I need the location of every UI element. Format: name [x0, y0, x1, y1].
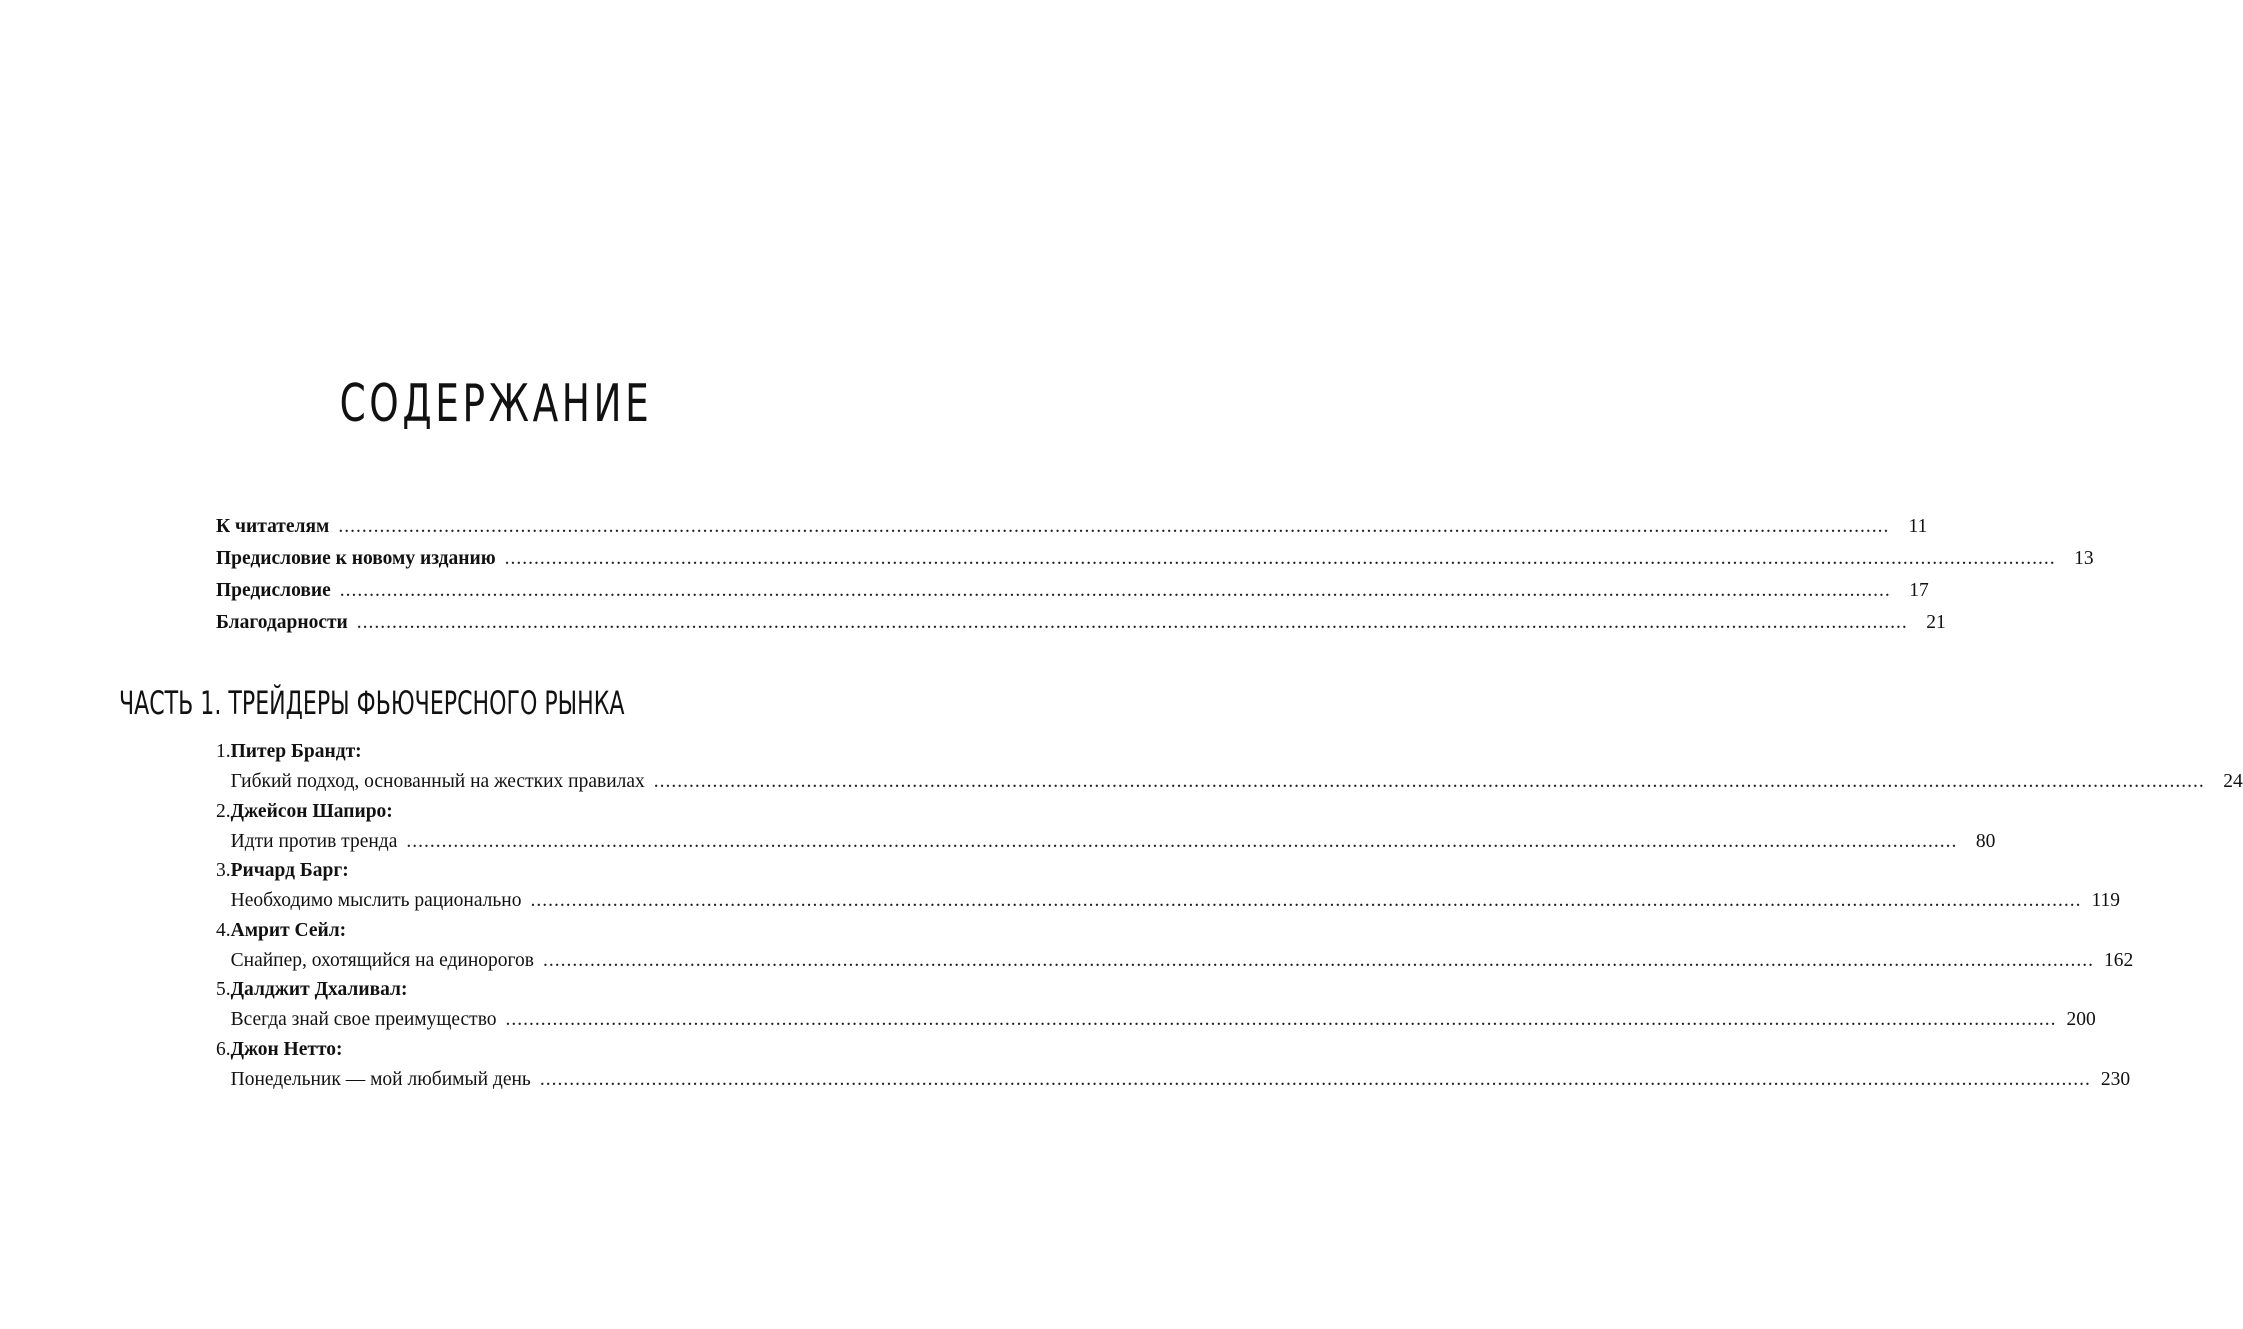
part-heading: ЧАСТЬ 1. ТРЕЙДЕРЫ ФЬЮЧЕРСНОГО РЫНКА — [119, 684, 625, 722]
chapter-number: 2. — [216, 800, 231, 822]
chapter-entry[interactable] — [216, 797, 1996, 857]
dot-leader — [340, 575, 1891, 607]
chapter-entry[interactable] — [216, 737, 2243, 797]
dot-leader — [506, 1005, 2057, 1035]
toc-entry[interactable] — [216, 543, 2094, 575]
toc-entry-label: Предисловие — [216, 580, 331, 601]
chapter-page: 24 — [2223, 771, 2243, 792]
chapter-number: 1. — [216, 741, 231, 762]
chapter-list — [216, 737, 2243, 1094]
chapter-title: Гибкий подход, основанный на жестких правилах — [230, 771, 645, 792]
chapter-author: Джон Нетто: — [230, 1038, 343, 1060]
toc-entry-page: 21 — [1926, 612, 1946, 633]
dot-leader — [540, 1065, 2091, 1095]
chapter-title: Снайпер, охотящийся на единорогов — [230, 949, 535, 971]
toc-entry[interactable] — [216, 607, 1946, 639]
dot-leader — [357, 607, 1908, 639]
chapter-title: Идти против тренда — [230, 830, 398, 852]
chapter-page: 80 — [1975, 830, 1996, 852]
chapter-number: 5. — [216, 979, 231, 1000]
dot-leader — [338, 511, 1889, 543]
toc-entry-label: Предисловие к новому изданию — [216, 548, 496, 569]
toc-entry[interactable] — [216, 575, 1929, 607]
toc-entry[interactable] — [216, 511, 1928, 543]
chapter-entry[interactable] — [216, 975, 2096, 1035]
toc-entry-page: 17 — [1909, 580, 1929, 601]
chapter-author: Далджит Дхаливал: — [230, 979, 408, 1000]
chapter-page: 230 — [2100, 1068, 2131, 1090]
dot-leader — [530, 886, 2081, 916]
toc-entry-page: 11 — [1908, 516, 1928, 537]
chapter-title: Всегда знай свое преимущество — [230, 1009, 497, 1030]
toc-entry-label: К читателям — [216, 516, 330, 537]
chapter-title: Понедельник — мой любимый день — [230, 1068, 531, 1090]
chapter-title: Необходимо мыслить рационально — [230, 890, 522, 911]
chapter-entry[interactable] — [216, 1035, 2131, 1095]
chapter-number: 6. — [216, 1038, 231, 1060]
dot-leader — [406, 827, 1957, 857]
chapter-author: Ричард Барг: — [230, 860, 349, 881]
dot-leader — [654, 767, 2205, 797]
chapter-page: 162 — [2104, 949, 2134, 971]
chapter-number: 4. — [216, 919, 231, 941]
chapter-entry[interactable] — [216, 856, 2120, 916]
chapter-author: Питер Брандт: — [230, 741, 362, 762]
page-title: СОДЕРЖАНИЕ — [339, 374, 653, 434]
front-matter-list — [216, 511, 2094, 639]
dot-leader — [505, 543, 2056, 575]
chapter-page: 119 — [2091, 890, 2120, 911]
toc-entry-label: Благодарности — [216, 612, 348, 633]
dot-leader — [543, 946, 2094, 976]
chapter-author: Амрит Сейл: — [230, 919, 347, 941]
chapter-author: Джейсон Шапиро: — [230, 800, 393, 822]
toc-entry-page: 13 — [2074, 548, 2094, 569]
chapter-number: 3. — [216, 860, 231, 881]
chapter-page: 200 — [2066, 1009, 2096, 1030]
chapter-entry[interactable] — [216, 916, 2134, 976]
